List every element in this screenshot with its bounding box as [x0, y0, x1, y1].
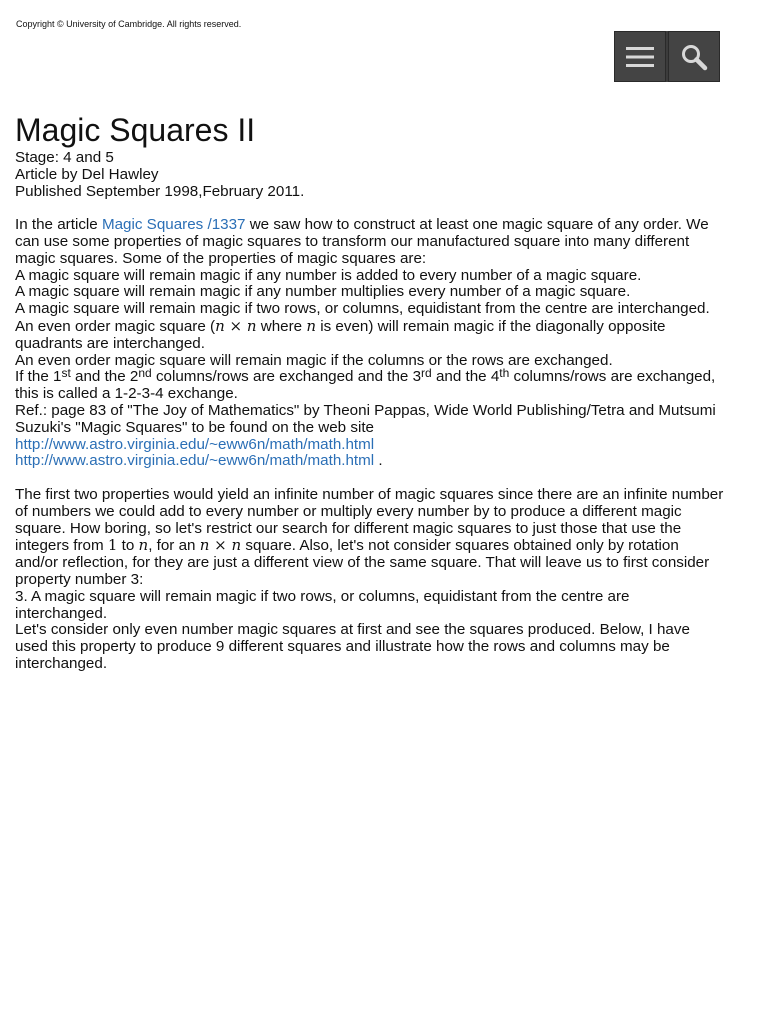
- reference-link-1[interactable]: http://www.astro.virginia.edu/~eww6n/math/math.html: [15, 435, 375, 453]
- search-button[interactable]: [668, 31, 720, 82]
- page-title: Magic Squares II: [15, 112, 256, 148]
- reference-text: Ref.: page 83 of "The Joy of Mathematics" by Theoni Pappas, Wide World Publishing/Tetra and Mutsumi Suzuki's "Magic Squares" to be found on the web site: [15, 401, 716, 436]
- menu-button[interactable]: [614, 31, 666, 82]
- stage-text: Stage: 4 and 5: [15, 149, 114, 166]
- math-n-times-n-2: n × n: [199, 536, 242, 555]
- math-n-times-n: n × n: [215, 316, 257, 335]
- property-4: An even order magic square (n × n where n is even) will remain magic if the diagonally opposite quadrants are interchanged.: [15, 316, 666, 352]
- second-paragraph: The first two properties would yield an infinite number of magic squares since there are an infinite number of numbers we could add to every number or multiply every number by to produce a different magic square. How boring, so let's restrict our search for different magic squares to just those that use the integers from 1 to n, for an n × n square. Also, let's not consider squares obtained only by rotation and/or reflection, for they are just a different view of the same square. That will leave us to first consider property number 3:: [15, 485, 724, 588]
- math-n: n: [306, 316, 316, 335]
- article-meta: [15, 150, 725, 200]
- math-1: 1: [107, 536, 118, 555]
- property-5: An even order magic square will remain magic if the columns or the rows are exchanged.: [15, 351, 613, 369]
- magic-squares-link[interactable]: Magic Squares /1337: [101, 216, 246, 234]
- property-1: A magic square will remain magic if any number is added to every number of a magic square.: [15, 266, 642, 284]
- math-n-2: n: [138, 536, 149, 555]
- copyright-notice: Copyright © University of Cambridge. All rights reserved.: [16, 19, 242, 29]
- published-text: Published September 1998,February 2011.: [15, 182, 305, 200]
- article-content: [15, 112, 725, 673]
- property-3-restated: 3. A magic square will remain magic if two rows, or columns, equidistant from the centre are interchanged.: [15, 587, 630, 622]
- reference-link-1-line: [15, 437, 725, 454]
- top-toolbar: [614, 31, 720, 82]
- property-3: A magic square will remain magic if two rows, or columns, equidistant from the centre are interchanged.: [15, 300, 710, 318]
- search-icon: [680, 43, 708, 71]
- author-text: Article by Del Hawley: [15, 165, 159, 183]
- reference-link-2-line: http://www.astro.virginia.edu/~eww6n/math/math.html .: [15, 452, 383, 470]
- reference-link-2[interactable]: http://www.astro.virginia.edu/~eww6n/math/math.html: [15, 452, 375, 470]
- intro-paragraph: In the article Magic Squares /1337 we saw how to construct at least one magic square of any order. We can use some properties of magic squares to transform our manufactured square into many different magic squares. Some of the properties of magic squares are:: [15, 216, 709, 267]
- third-paragraph: Let's consider only even number magic squares at first and see the squares produced. Below, I have used this property to produce 9 different squares and illustrate how the rows and columns may be interchanged.: [15, 621, 690, 672]
- hamburger-menu-icon: [625, 45, 655, 69]
- property-2: A magic square will remain magic if any number multiplies every number of a magic square.: [15, 283, 631, 301]
- exchange-description: If the 1st and the 2nd columns/rows are exchanged and the 3rd and the 4th columns/rows are exchanged, this is called a 1-2-3-4 exchange.: [15, 366, 716, 403]
